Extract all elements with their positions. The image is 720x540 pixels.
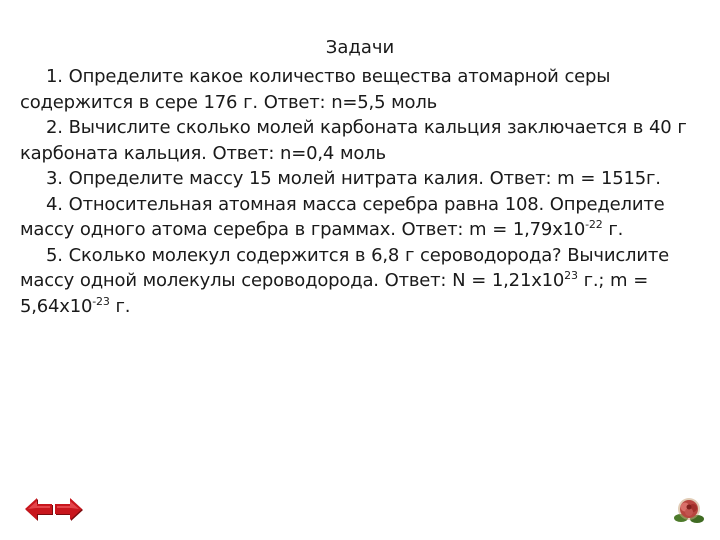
- task-4: [20, 192, 700, 243]
- task-4-unit: г.: [602, 219, 624, 240]
- task-5-exponent-m: -23: [92, 294, 110, 308]
- task-1: 1. Определите какое количество вещества атомарной серы содержится в сере 176 г. Ответ: n=5,5 моль: [20, 66, 611, 113]
- rose-button[interactable]: [672, 496, 706, 526]
- task-4-exponent: -22: [585, 218, 603, 231]
- task-5-exponent-n: 23: [564, 269, 578, 282]
- page-title: Задачи: [325, 37, 395, 58]
- arrow-left-icon: [24, 496, 54, 524]
- task-5: [20, 243, 700, 320]
- prev-slide-button[interactable]: [24, 496, 54, 524]
- task-list: [20, 64, 700, 319]
- task-4-text: 4. Относительная атомная масса серебра равна 108. Определите массу одного атома серебра в граммах. Ответ: m = 1,79x10: [20, 193, 665, 240]
- arrow-right-icon: [54, 496, 84, 524]
- task-5-unit: г.: [109, 295, 131, 317]
- next-slide-button[interactable]: [54, 496, 84, 524]
- task-5-text-mid: г.; m = 5,64x10: [20, 270, 649, 317]
- task-5-text: 5. Сколько молекул содержится в 6,8 г сероводорода? Вычислите массу одной молекулы сероводорода. Ответ: N = 1,21x10: [20, 244, 669, 291]
- task-2: 2. Вычислите сколько молей карбоната кальция заключается в 40 г карбоната кальция. Ответ: n=0,4 моль: [20, 117, 687, 164]
- task-3: 3. Определите массу 15 молей нитрата калия. Ответ: m = 1515г.: [46, 168, 661, 189]
- rose-flower-icon: [672, 496, 706, 526]
